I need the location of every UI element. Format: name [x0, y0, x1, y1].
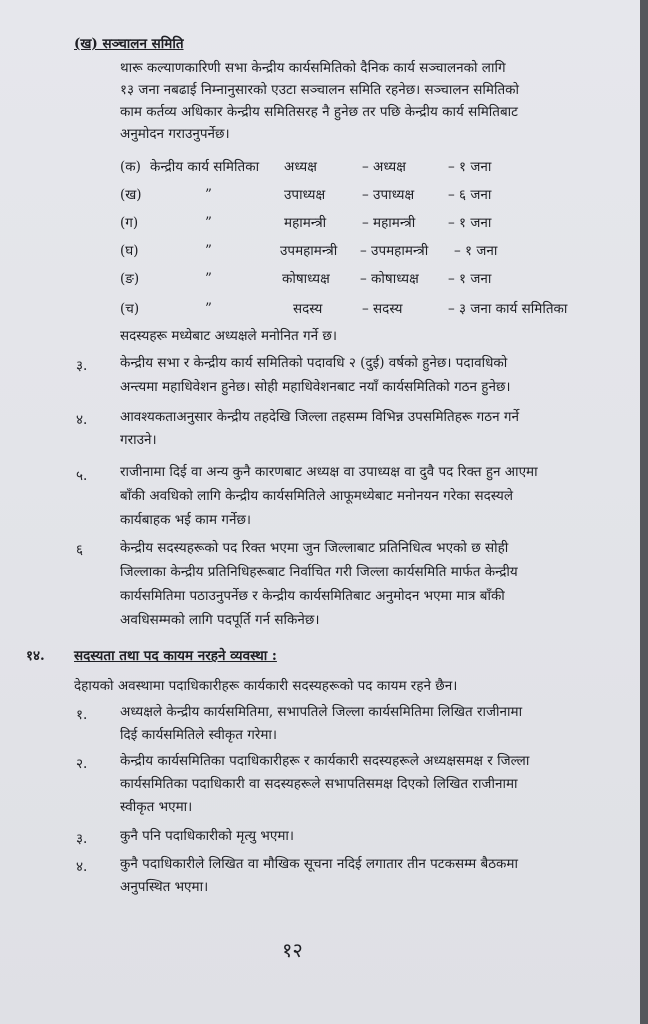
roster-role: – उपाध्यक्ष: [362, 187, 415, 203]
section-intro: देहायको अवस्थामा पदाधिकारीहरू कार्यकारी सदस्यहरूको पद कायम रहने छैन।: [74, 678, 458, 694]
roster-body: ”: [205, 243, 212, 259]
clause-line: केन्द्रीय सभा र केन्द्रीय कार्य समितिको पदावधि २ (दुई) वर्षको हुनेछ। पदावधिको: [120, 355, 508, 371]
clause-line: केन्द्रीय सदस्यहरूको पद रिक्त भएमा जुन जिल्लाबाट प्रतिनिधित्व भएको छ सोही: [120, 540, 509, 556]
clause-line: राजीनामा दिई वा अन्य कुनै कारणबाट अध्यक्ष वा उपाध्यक्ष वा दुवै पद रिक्त हुन आएमा: [120, 464, 538, 480]
roster-mark: (ग): [120, 215, 139, 231]
clause-line: आवश्यकताअनुसार केन्द्रीय तहदेखि जिल्ला तहसम्म विभिन्न उपसमितिहरू गठन गर्ने: [120, 409, 519, 425]
item-number: ३.: [76, 831, 88, 847]
item-line: कुनै पनि पदाधिकारीको मृत्यु भएमा।: [120, 828, 295, 844]
section-number: १४.: [26, 648, 45, 664]
clause-line: कार्यसमितिमा पठाउनुपर्नेछ र केन्द्रीय कार्यसमितिबाट अनुमोदन भएमा मात्र बाँकी: [120, 588, 505, 604]
roster-role: – सदस्य: [362, 301, 403, 317]
roster-body: ”: [205, 187, 212, 203]
roster-count: – १ जना: [448, 271, 492, 287]
item-line: केन्द्रीय कार्यसमितिका पदाधिकारीहरू र कार्यकारी सदस्यहरूले अध्यक्षसमक्ष र जिल्ला: [120, 753, 530, 769]
clause-line: जिल्लाका केन्द्रीय प्रतिनिधिहरूबाट निर्वाचित गरी जिल्ला कार्यसमिति मार्फत केन्द्रीय: [120, 564, 518, 580]
roster-tail: सदस्यहरू मध्येबाट अध्यक्षले मनोनित गर्ने छ।: [120, 328, 337, 344]
item-number: २.: [76, 756, 88, 772]
roster-count: – ६ जना: [448, 187, 492, 203]
clause-number: ५.: [76, 468, 88, 484]
item-number: ४.: [76, 859, 88, 875]
paragraph-line: थारू कल्याणकारिणी सभा केन्द्रीय कार्यसमितिको दैनिक कार्य सञ्चालनको लागि: [120, 60, 506, 76]
page-edge-shadow: [640, 0, 648, 1024]
roster-post: महामन्त्री: [284, 215, 327, 231]
roster-post: कोषाध्यक्ष: [282, 271, 330, 287]
clause-line: गराउने।: [120, 432, 157, 448]
roster-body: ”: [205, 301, 212, 317]
roster-post: उपमहामन्त्री: [280, 243, 338, 259]
item-line: अध्यक्षले केन्द्रीय कार्यसमितिमा, सभापतिले जिल्ला कार्यसमितिमा लिखित राजीनामा: [120, 704, 523, 720]
roster-mark: (ख): [120, 187, 142, 203]
roster-role: – कोषाध्यक्ष: [360, 271, 419, 287]
section-heading: सदस्यता तथा पद कायम नरहने व्यवस्था :: [74, 648, 277, 664]
clause-number: ६: [76, 542, 84, 558]
roster-body: केन्द्रीय कार्य समितिका: [150, 159, 260, 175]
roster-mark: (क): [120, 159, 141, 175]
paragraph-line: काम कर्तव्य अधिकार केन्द्रीय समितिसरह नै हुनेछ तर पछि केन्द्रीय कार्य समितिबाट: [120, 104, 518, 120]
roster-role: – उपमहामन्त्री: [360, 243, 429, 259]
clause-number: ४.: [76, 412, 88, 428]
roster-post: अध्यक्ष: [284, 159, 317, 175]
item-line: कुनै पदाधिकारीले लिखित वा मौखिक सूचना नदिई लगातार तीन पटकसम्म बैठकमा: [120, 856, 518, 872]
paragraph-line: १३ जना नबढाई निम्नानुसारको एउटा सञ्चालन समिति रहनेछ। सञ्चालन समितिको: [120, 82, 520, 98]
roster-mark: (घ): [120, 243, 139, 259]
roster-body: ”: [205, 271, 212, 287]
roster-count: – १ जना: [454, 243, 498, 259]
roster-role: – अध्यक्ष: [362, 159, 406, 175]
roster-post: उपाध्यक्ष: [284, 187, 326, 203]
item-line: स्वीकृत भएमा।: [120, 799, 193, 815]
paragraph-line: अनुमोदन गराउनुपर्नेछ।: [120, 126, 230, 142]
item-line: दिई कार्यसमितिले स्वीकृत गरेमा।: [120, 727, 278, 743]
clause-line: कार्यबाहक भई काम गर्नेछ।: [120, 512, 252, 528]
item-line: कार्यसमितिका पदाधिकारी वा सदस्यहरूले सभापतिसमक्ष दिएको लिखित राजीनामा: [120, 776, 518, 792]
roster-role: – महामन्त्री: [362, 215, 416, 231]
clause-line: अवधिसम्मको लागि पदपूर्ति गर्न सकिनेछ।: [120, 612, 320, 628]
clause-line: बाँकी अवधिको लागि केन्द्रीय कार्यसमितिले आफूमध्येबाट मनोनयन गरेका सदस्यले: [120, 488, 513, 504]
roster-mark: (च): [120, 301, 140, 317]
roster-count: – १ जना: [448, 215, 492, 231]
roster-post: सदस्य: [293, 301, 323, 317]
clause-line: अन्त्यमा महाधिवेशन हुनेछ। सोही महाधिवेशनबाट नयाँ कार्यसमितिको गठन हुनेछ।: [120, 379, 511, 395]
section-heading: (ख) सञ्चालन समिति: [74, 36, 184, 52]
clause-number: ३.: [76, 358, 88, 374]
item-number: १.: [76, 707, 88, 723]
roster-mark: (ङ): [120, 271, 140, 287]
item-line: अनुपस्थित भएमा।: [120, 879, 209, 895]
roster-body: ”: [205, 215, 212, 231]
page-number: १२: [282, 938, 303, 962]
roster-count: – ३ जना कार्य समितिका: [448, 301, 568, 317]
roster-count: – १ जना: [448, 159, 492, 175]
